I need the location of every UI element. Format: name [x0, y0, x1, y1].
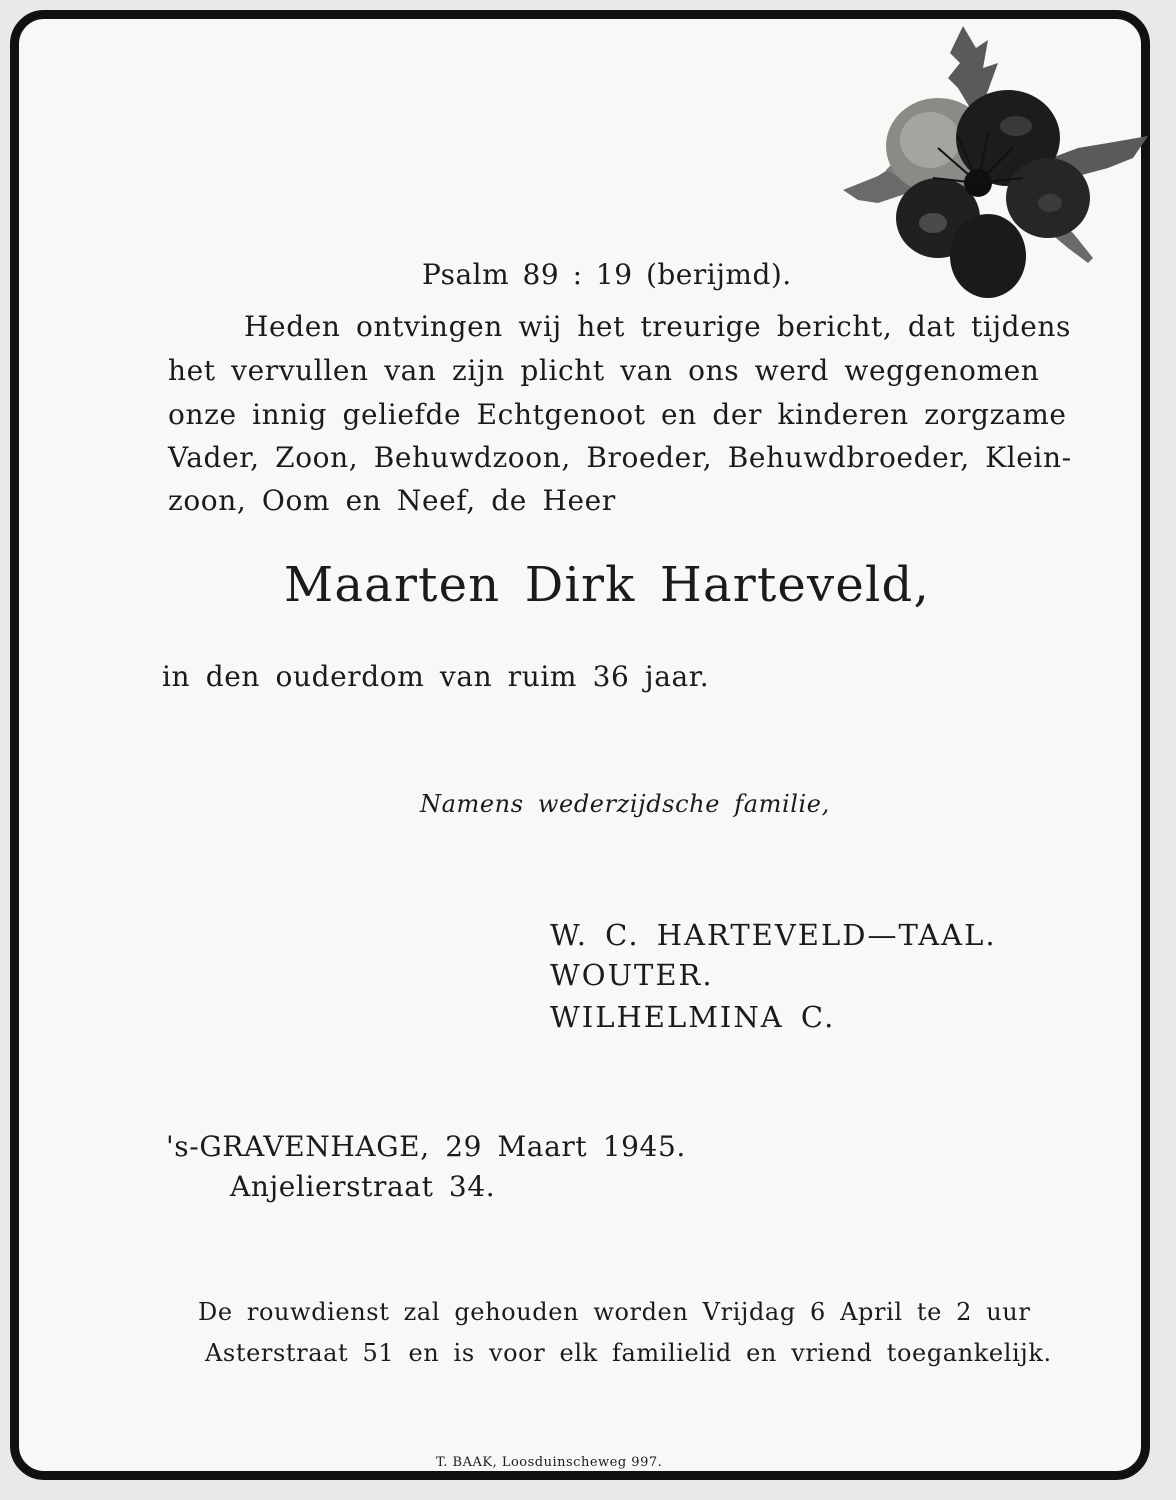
- psalm-reference: Psalm 89 : 19 (berijmd).: [422, 258, 792, 291]
- announcement-line: Vader, Zoon, Behuwdzoon, Broeder, Behuwdbroeder, Klein-: [168, 441, 1072, 474]
- pansy-flower-icon: [838, 18, 1153, 303]
- announcement-line: Heden ontvingen wij het treurige bericht, dat tijdens: [244, 310, 1071, 343]
- signatory: WOUTER.: [550, 958, 714, 992]
- announcement-line: zoon, Oom en Neef, de Heer: [168, 484, 616, 517]
- signatory: WILHELMINA C.: [550, 1000, 836, 1034]
- age-line: in den ouderdom van ruim 36 jaar.: [162, 660, 710, 693]
- announcement-line: het vervullen van zijn plicht van ons werd weggenomen: [168, 354, 1040, 387]
- deceased-name: Maarten Dirk Harteveld,: [284, 557, 930, 613]
- service-line: Asterstraat 51 en is voor elk familielid en vriend toegankelijk.: [205, 1339, 1052, 1367]
- on-behalf-line: Namens wederzijdsche familie,: [420, 790, 830, 818]
- announcement-line: onze innig geliefde Echtgenoot en der kinderen zorgzame: [168, 398, 1067, 431]
- service-line: De rouwdienst zal gehouden worden Vrijdag 6 April te 2 uur: [198, 1298, 1031, 1326]
- place-date: 's-GRAVENHAGE, 29 Maart 1945.: [166, 1130, 686, 1163]
- address: Anjelierstraat 34.: [230, 1170, 496, 1203]
- signatory: W. C. HARTEVELD—TAAL.: [550, 918, 997, 952]
- printer-imprint: T. BAAK, Loosduinscheweg 997.: [436, 1455, 663, 1470]
